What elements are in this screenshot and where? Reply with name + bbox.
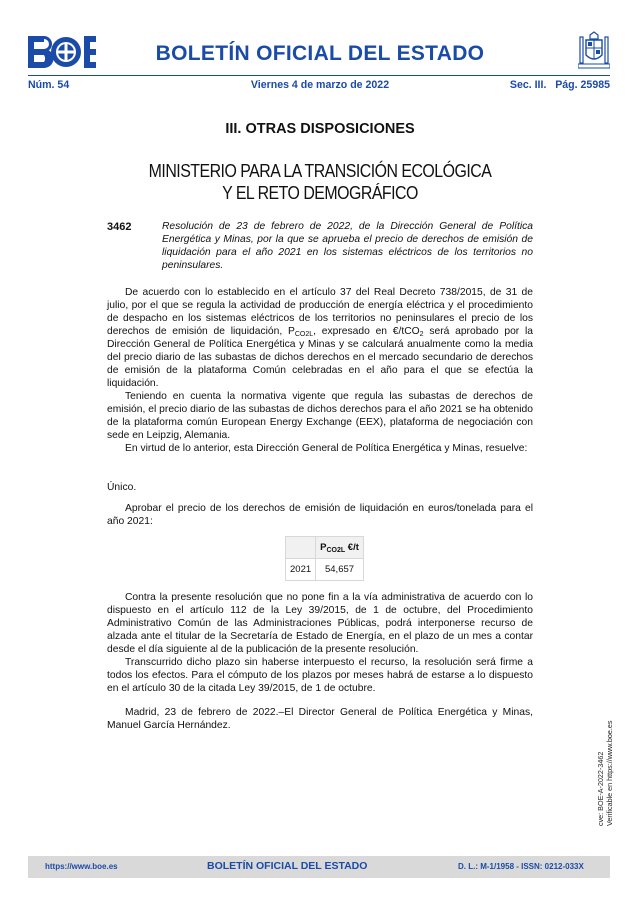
paragraph-3: En virtud de lo anterior, esta Dirección General de Política Energética y Minas, resuelve: (125, 443, 528, 454)
table-cell-value: 54,657 (316, 559, 364, 581)
price-table (285, 536, 364, 581)
issue-date: Viernes 4 de marzo de 2022 (250, 79, 390, 91)
footer-legal-deposit: D. L.: M-1/1958 - ISSN: 0212-033X (458, 862, 584, 871)
issue-number: Núm. 54 (28, 79, 70, 91)
header-rule (28, 75, 610, 76)
signature: Madrid, 23 de febrero de 2022.–El Director General de Política Energética y Minas, Manuel García Hernández. (107, 707, 533, 731)
paragraph-deadline: Transcurrido dicho plazo sin haberse interpuesto el recurso, la resolución será firme a todos los efectos. Para el cómputo de los plazos por meses habrá de estarse a lo dispuesto en el artículo 30 de la citada Ley 39/2015, de 1 de octubre. (107, 657, 533, 694)
table-header-price: $P_{CO2L}$ €/t (316, 537, 364, 559)
paragraph-appeal: Contra la presente resolución que no pone fin a la vía administrativa de acuerdo con lo dispuesto en el artículo 112 de la Ley 39/2015, de 1 de octubre, del Procedimiento Administrativo Común de las Administraciones Públicas, podrá interponerse recurso de alzada ante el titular de la Secretaría de Estado de Energía, en el plazo de un mes a contar desde el día siguiente al de la publicación de la presente resolución. (107, 592, 533, 655)
verification-link[interactable]: Verificable en https://www.boe.es (605, 720, 614, 826)
paragraph-2: Teniendo en cuenta la normativa vigente que regula las subastas de derechos de emisión, el precio diario de las subastas de dichos derechos para el año 2021 se ha obtenido de la plataforma común European Energy Exchange (EEX), plataforma de negociación con sede en Leipzig, Alemania. (107, 391, 533, 441)
coat-of-arms-icon (578, 31, 610, 69)
table-header-row (286, 537, 364, 559)
section-page: Sec. III. Pág. 25985 (509, 79, 610, 91)
article-heading: Único. (107, 482, 137, 493)
footer-title: BOLETÍN OFICIAL DEL ESTADO (207, 860, 368, 872)
header-title: BOLETÍN OFICIAL DEL ESTADO (155, 42, 485, 65)
cve-code: cve: BOE-A-2022-3462 (596, 751, 605, 826)
resolution-summary: Resolución de 23 de febrero de 2022, de la Dirección General de Política Energética y Minas, por la que se aprueba el precio de derechos de emisión de liquidación para el año 2021 en los sistemas eléctricos de los territorios no peninsulares. (162, 221, 533, 271)
table-header-empty (286, 537, 316, 559)
footer-url-link[interactable]: https://www.boe.es (45, 862, 118, 871)
approval-paragraph: Aprobar el precio de los derechos de emisión de liquidación en euros/tonelada para el año 2021: (107, 503, 533, 527)
table-row (286, 559, 364, 581)
appeal-paragraphs (107, 591, 533, 695)
body-intro (107, 286, 533, 455)
resolution-number: 3462 (107, 221, 132, 233)
section-title: III. OTRAS DISPOSICIONES (225, 121, 415, 137)
table-cell-year: 2021 (286, 559, 316, 581)
paragraph-1: De acuerdo con lo establecido en el artículo 37 del Real Decreto 738/2015, de 31 de julio, por el que se regula la actividad de producción de energía eléctrica y el procedimiento de despacho en los sistemas eléctricos de los territorios no peninsulares el precio de los derechos de emisión de liquidación, $P_{CO2L}$, expresado en €/tCO$_2$ será aprobado por la Dirección General de Política Energética y Minas y se calculará anualmente como la media del precio diario de las subastas de dichos derechos en el mercado secundario de derechos de emisión de la plataforma Común celebradas en el año para el que se efectúa la liquidación. (107, 287, 533, 389)
ministry-line-1: MINISTERIO PARA LA TRANSICIÓN ECOLÓGICA (148, 160, 492, 181)
ministry-line-2: Y EL RETO DEMOGRÁFICO (222, 182, 418, 203)
